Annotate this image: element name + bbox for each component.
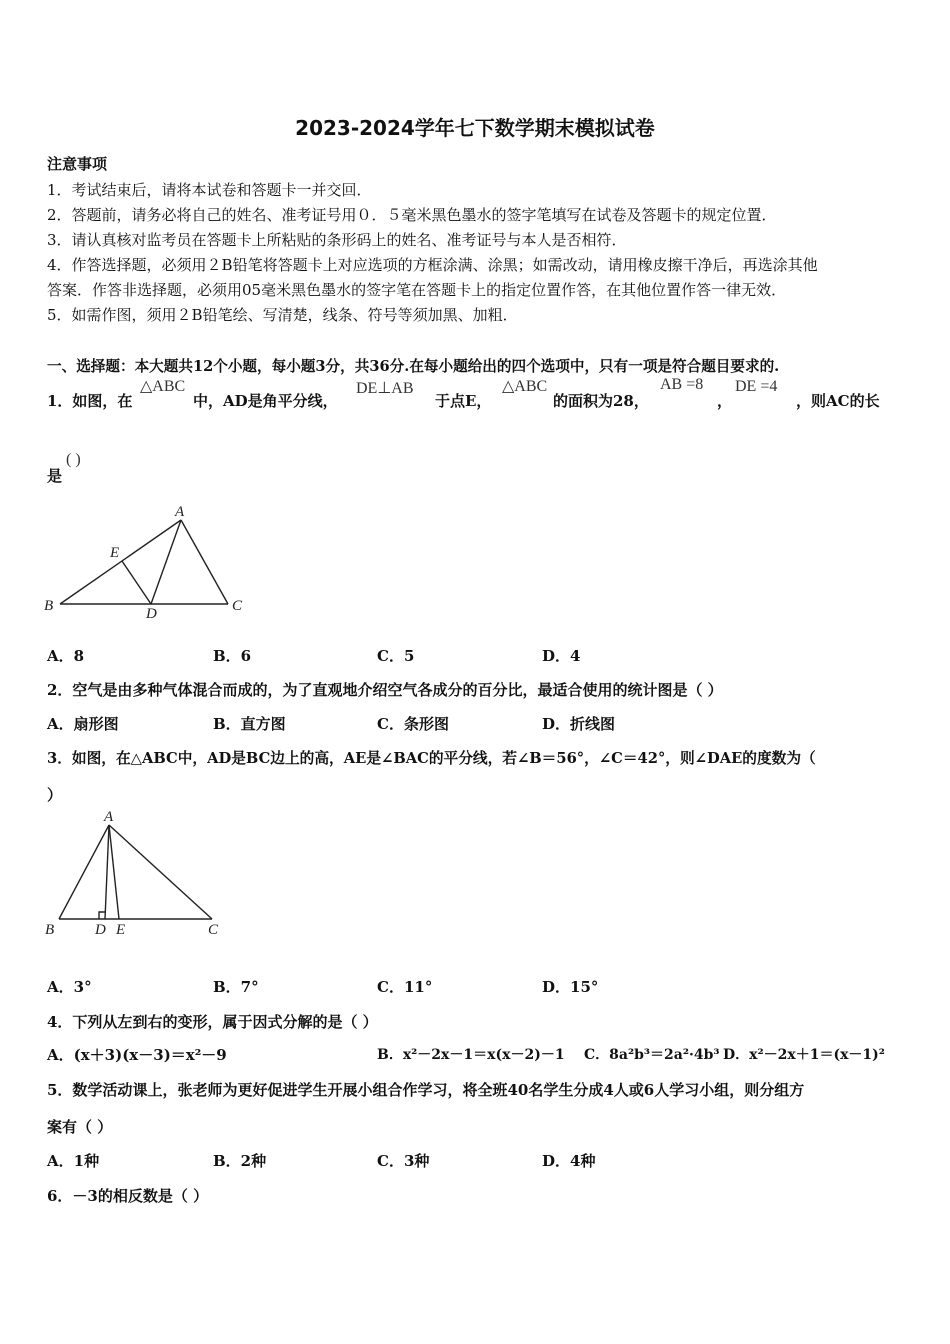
q1-part: ，则AC的长 [796, 392, 880, 410]
q1-option[interactable]: D．4 [542, 647, 581, 665]
q1-label: C [232, 598, 243, 614]
q3-label: D [95, 922, 106, 938]
q6-stem: 6．－3的相反数是（ ） [47, 1187, 209, 1205]
q3-label: C [208, 922, 219, 938]
notice-item: 3．请认真核对监考员在答题卡上所粘贴的条形码上的姓名、准考证号与本人是否相符． [47, 231, 627, 249]
q5-stem: 5．数学活动课上，张老师为更好促进学生开展小组合作学习，将全班40名学生分成4人或6人学习小组，则分组方 [47, 1081, 805, 1099]
q3-label: E [116, 922, 126, 938]
q1-line2: 是 [47, 467, 63, 485]
q3-label: B [45, 922, 55, 938]
notice-heading: 注意事项 [47, 155, 108, 173]
q3-option[interactable]: A．3° [47, 978, 92, 996]
q1-math: DE⊥AB [356, 380, 414, 397]
q5-stem2: 案有（ ） [47, 1118, 113, 1136]
q2-stem: 2．空气是由多种气体混合而成的，为了直观地介绍空气各成分的百分比，最适合使用的统计图是（ ） [47, 681, 723, 699]
q1-option[interactable]: C．5 [377, 647, 415, 665]
notice-item: 1．考试结束后，请将本试卷和答题卡一并交回． [47, 181, 372, 199]
q1-label: D [146, 606, 157, 622]
q2-option[interactable]: D．折线图 [542, 715, 616, 733]
q2-option[interactable]: A．扇形图 [47, 715, 119, 733]
q2-option[interactable]: B．直方图 [213, 715, 286, 733]
q3-figure [40, 808, 230, 943]
q1-part: 1．如图，在 [47, 392, 133, 410]
q3-label: A [104, 809, 114, 825]
q1-figure [40, 500, 260, 625]
section-heading: 一、选择题：本大题共12个小题，每小题3分，共36分.在每小题给出的四个选项中，只有一项是符合题目要求的. [47, 358, 780, 375]
page-title: 2023-2024学年七下数学期末模拟试卷 [295, 116, 655, 140]
q5-option[interactable]: B．2种 [213, 1152, 267, 1170]
notice-item: 5．如需作图，须用２B铅笔绘、写清楚，线条、符号等须加黑、加粗． [47, 306, 518, 324]
q1-label: A [175, 504, 185, 520]
q1-label: B [44, 598, 54, 614]
q1-part: 于点E， [435, 392, 492, 410]
q5-option[interactable]: C．3种 [377, 1152, 430, 1170]
q4-option[interactable]: D．x²－2x＋1＝(x－1)² [723, 1047, 885, 1063]
q1-math: △ABC [140, 378, 186, 395]
notice-item: 2．答题前，请务必将自己的姓名、准考证号用０．５毫米黑色墨水的签字笔填写在试卷及答题卡的规定位置． [47, 206, 777, 224]
q3-option[interactable]: B．7° [213, 978, 259, 996]
q1-math: DE =4 [735, 378, 778, 395]
q3-option[interactable]: D．15° [542, 978, 599, 996]
q1-part: 的面积为28， [553, 392, 649, 410]
q1-label: E [110, 545, 120, 561]
q1-paren: ( ) [66, 451, 81, 468]
q1-math: △ABC [502, 378, 548, 395]
q4-option[interactable]: B．x²－2x－1＝x(x－2)－1 [377, 1047, 565, 1063]
notice-item: 答案．作答非选择题，必须用05毫米黑色墨水的签字笔在答题卡上的指定位置作答，在其他位置作答一律无效． [47, 281, 787, 299]
q1-math: AB =8 [660, 376, 704, 393]
q2-option[interactable]: C．条形图 [377, 715, 449, 733]
q1-option[interactable]: B．6 [213, 647, 252, 665]
q4-option[interactable]: A．(x＋3)(x－3)＝x²－9 [47, 1046, 227, 1064]
q1-part: 中，AD是角平分线， [193, 392, 338, 410]
q1-part: ， [717, 392, 733, 410]
q5-option[interactable]: D．4种 [542, 1152, 596, 1170]
notice-item: 4．作答选择题，必须用２B铅笔将答题卡上对应选项的方框涂满、涂黑；如需改动，请用橡皮擦干净后，再选涂其他 [47, 256, 818, 274]
q4-stem: 4．下列从左到右的变形，属于因式分解的是（ ） [47, 1013, 378, 1031]
q5-option[interactable]: A．1种 [47, 1152, 100, 1170]
q4-option[interactable]: C．8a²b³＝2a²·4b³ [584, 1047, 720, 1063]
q3-option[interactable]: C．11° [377, 978, 433, 996]
q1-option[interactable]: A．8 [47, 647, 85, 665]
q3-stem2: ） [47, 786, 63, 804]
q3-stem: 3．如图，在△ABC中，AD是BC边上的高，AE是∠BAC的平分线，若∠B＝56°，∠C＝42°，则∠DAE的度数为（ [47, 750, 816, 767]
